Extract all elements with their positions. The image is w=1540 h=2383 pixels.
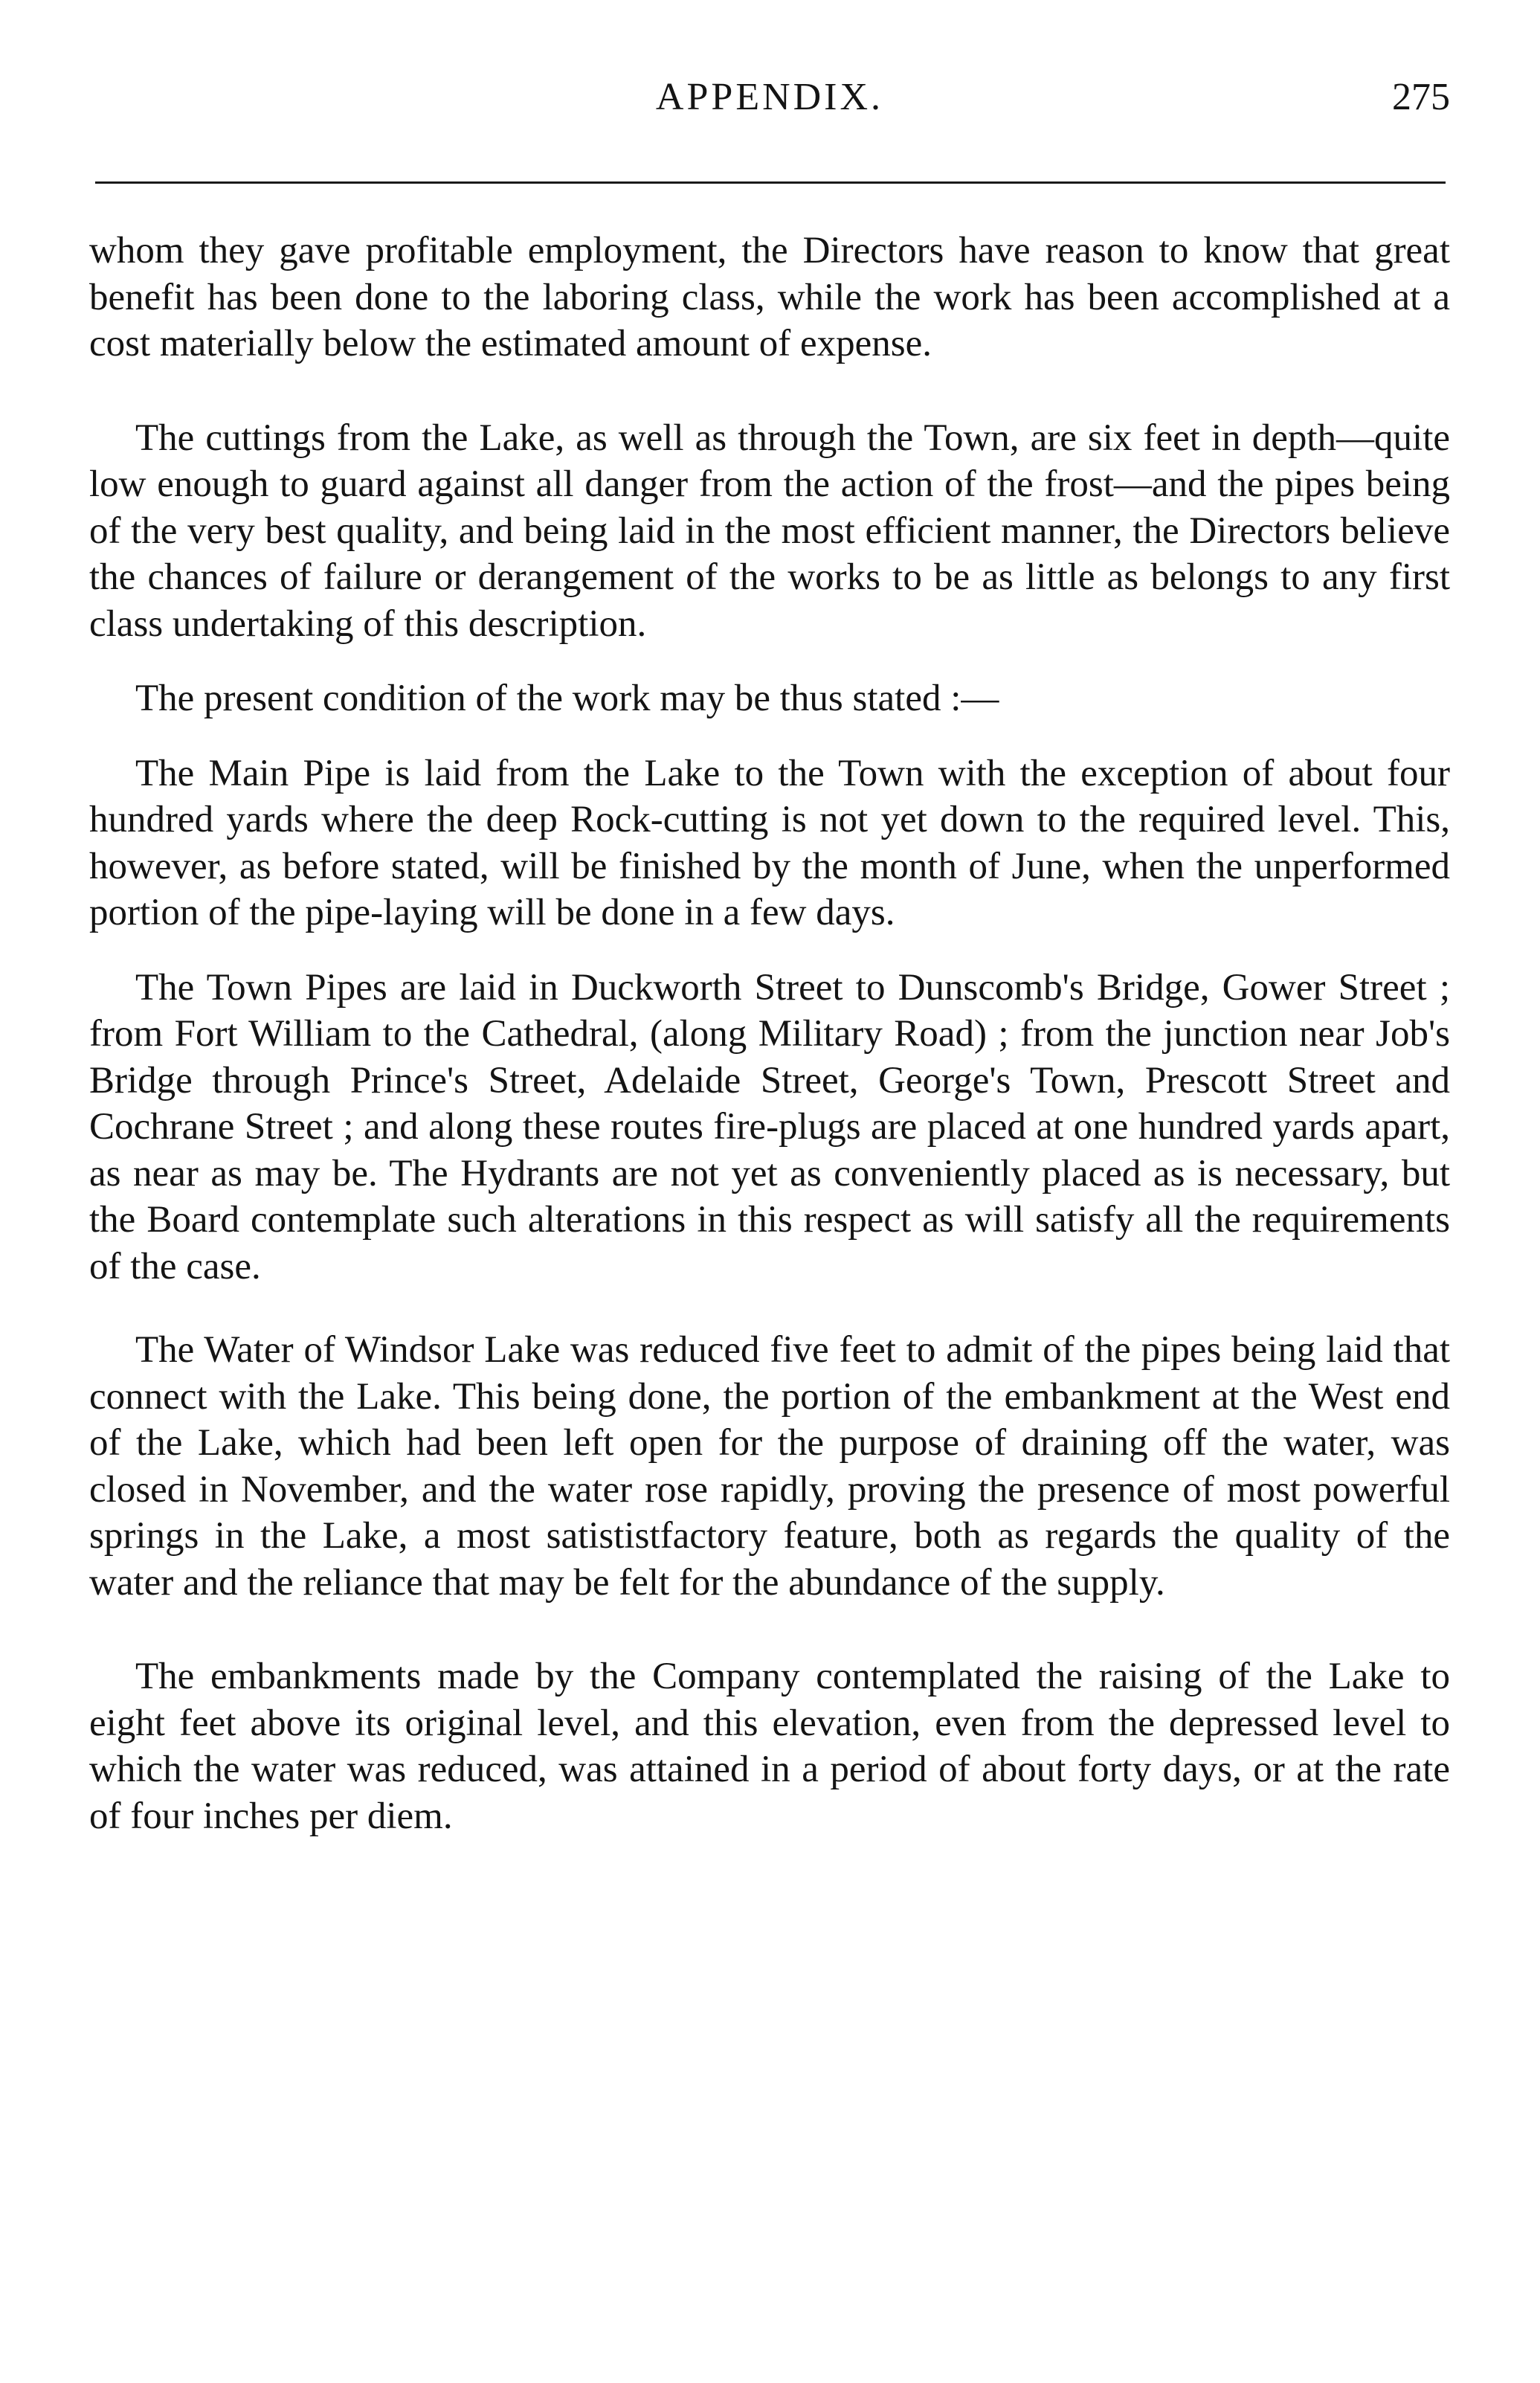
paragraph-embankments: The embankments made by the Company contemplated the raising of the Lake to eight feet above its original level, and this elevation, even from the depressed level to which the water was reduced, was attained in a period of about forty days, or at the rate of four inches per diem.: [89, 1656, 1450, 1837]
paragraph-town-pipes: The Town Pipes are laid in Duckworth Street to Dunscomb's Bridge, Gower Street ; from Fort William to the Cathedral, (along Military Road) ; from the junction near Job's Bridge through Prince's Street, Adelaide Street, George's Town, Prescott Street and Cochrane Street ; and along these routes fire-plugs are placed at one hundred yards apart, as near as may be. The Hydrants are not yet as conveniently placed as is necessary, but the Board contemplate such alterations in this respect as will satisfy all the requirements of the case.: [89, 966, 1450, 1287]
paragraph-cuttings: The cuttings from the Lake, as well as through the Town, are six feet in depth—quite low enough to guard against all danger from the action of the frost—and the pipes being of the very best quality, and being laid in the most efficient manner, the Directors believe the chances of failure or derangement of the works to be as little as belongs to any first class undertaking of this description.: [89, 417, 1450, 645]
body-text: [89, 228, 1450, 1839]
paragraph-windsor-lake: The Water of Windsor Lake was reduced five feet to admit of the pipes being laid that connect with the Lake. This being done, the portion of the embankment at the West end of the Lake, which had been left open for the purpose of draining off the water, was closed in November, and the water rose rapidly, proving the presence of most powerful springs in the Lake, a most satististfactory feature, both as regards the quality of the water and the reliance that may be felt for the abundance of the supply.: [89, 1329, 1450, 1604]
header-rule: [95, 181, 1446, 184]
page-number: 275: [1392, 76, 1450, 118]
running-title: APPENDIX.: [655, 76, 884, 118]
paragraph-main-pipe: The Main Pipe is laid from the Lake to the Town with the exception of about four hundred yards where the deep Rock-cutting is not yet down to the required level. This, however, as before stated, will be finished by the month of June, when the unperformed portion of the pipe-laying will be done in a few days.: [89, 752, 1450, 933]
running-head: [89, 71, 1450, 123]
paragraph-continued: whom they gave profitable employment, the Directors have reason to know that great benefit has been done to the laboring class, while the work has been accomplished at a cost materially below the estimated amount of expense.: [89, 230, 1450, 364]
paragraph-present-condition: The present condition of the work may be thus stated :—: [135, 678, 999, 719]
